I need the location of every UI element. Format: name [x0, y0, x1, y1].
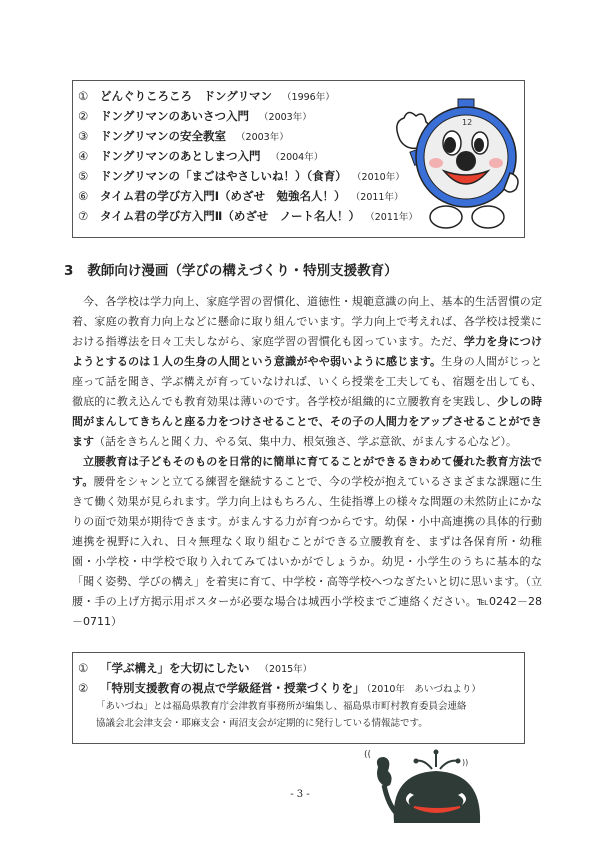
- item-number: ①: [78, 89, 89, 103]
- item-number: ③: [78, 129, 89, 143]
- bold-text-run: 学力を身につけようとするのは１人の生身の人間という意識がやや弱いように感じます。: [72, 335, 543, 368]
- text-run: 腰骨をシャンと立てる練習を継続することで、今の学校が抱えているさまざまな課題に生きて働く効果が見られます。学力向上はもちろん、生徒指導上の様々な問題の未然防止にかなりの面で効果が期待できます。がまんする力が育つからです。幼保・小中高連携の具体的行動連携を視野に入れ、日々無理なく取り組むことができる立腰教育を、まずは各保育所・幼稚園・小学校・中学校で取り入れてみてはいかがでしょうか。幼児・小学生のうちに基本的な「聞く姿勢、学びの構え」を着実に育て、中学校・高等学校へつなぎたいと切に思います。（立腰・手の上げ方掲示用ポスターが必要な場合は城西小学校までご連絡ください。℡0242－28－0711）: [72, 475, 542, 628]
- section-title: 教師向け漫画（学びの構えづくり・特別支援教育）: [87, 263, 398, 279]
- item-title: 「学ぶ構え」を大切にしたい: [100, 661, 250, 675]
- list-item: [78, 126, 418, 146]
- item-title: ドングリマンの安全教室: [100, 129, 227, 143]
- item-title: ドングリマンの「まごはやさしいね！）（食育）: [100, 169, 347, 183]
- right-cheek: [489, 158, 503, 168]
- text-run: 生身の人間がじっと座って話を聞き、学ぶ構えが育っていなければ、いくら授業を工夫しても、宿題を出しても、徹底的に教え込んでも教育効果は薄いのです。各学校が組織的に立腰教育を実践し、: [72, 355, 542, 408]
- item-number: ⑤: [78, 169, 89, 183]
- item-number: ①: [78, 661, 89, 675]
- black-blob-mascot-illustration: [362, 745, 497, 830]
- list-item: [78, 166, 418, 186]
- item-title: 「特別支援教育の視点で学級経営・授業づくりを」: [100, 681, 365, 695]
- list-item: [78, 106, 418, 126]
- teacher-manga-list: [78, 658, 481, 732]
- antenna-icon: [414, 750, 469, 770]
- paragraph-1: [72, 292, 542, 452]
- item-number: ②: [78, 681, 89, 695]
- item-title: どんぐりころころ ドングリマン: [100, 89, 273, 103]
- bold-text-run: 立腰教育は子どもそのものを日常的に簡単に育てることができるきわめて優れた教育方法です。: [72, 455, 542, 488]
- list-item: [78, 206, 418, 226]
- item-year: （2011年）: [370, 212, 418, 223]
- bold-text-run: 少しの時間がまんしてきちんと座る力をつけさせることで、その子の人間力をアップさせることができます: [72, 395, 542, 448]
- text-run: （話をきちんと聞く力、やる気、集中力、根気強さ、学ぶ意欲、がまんする心など）。: [94, 435, 518, 448]
- item-title: タイム君の学び方入門Ⅰ（めざせ 勉強名人！）: [100, 189, 346, 203]
- item-year: （2015年）: [259, 664, 313, 675]
- svg-text:)): )): [462, 758, 469, 767]
- item-title: タイム君の学び方入門Ⅱ（めざせ ノート名人！）: [100, 209, 360, 223]
- left-cheek: [429, 158, 443, 168]
- item-year: （2003年）: [236, 132, 289, 143]
- item-year: （1996年）: [282, 92, 335, 103]
- note-line: 「あいづね」とは福島県教育庁会津教育事務所が編集し、福島県市町村教育委員会連絡: [96, 701, 467, 712]
- list-item: [78, 186, 418, 206]
- list-item: [78, 86, 418, 106]
- item-year: （2011年）: [355, 192, 404, 203]
- item-year: （2010年）: [356, 172, 405, 183]
- section-number: 3: [64, 263, 74, 279]
- manga-list: [78, 86, 418, 226]
- clock-twelve-label: 12: [462, 118, 473, 127]
- note-line: 協議会北会津支会・耶麻支会・両沼支会が定期的に発行している情報誌です。: [96, 718, 428, 729]
- nose-icon: [456, 151, 476, 171]
- text-run: 今、各学校は学力向上、家庭学習の習慣化、道徳性・規範意識の向上、基本的生活習慣の定着、家庭の教育力向上などに懸命に取り組んでいます。学力向上で考えれば、各学校は授業における指導法を日々工夫しながら、家庭学習の習慣化も図っています。ただ、: [72, 295, 542, 348]
- motion-lines: ((: [364, 750, 372, 760]
- item-number: ④: [78, 149, 89, 163]
- section-heading: [64, 259, 398, 279]
- clock-mascot-illustration: [390, 95, 525, 235]
- item-number: ②: [78, 109, 89, 123]
- list-item: [78, 678, 481, 698]
- body-text: [72, 292, 542, 632]
- list-item: [78, 146, 418, 166]
- list-item: [78, 658, 481, 678]
- item-year: （2010年 あいづねより）: [366, 684, 481, 695]
- paragraph-2: [72, 452, 542, 632]
- item-title: ドングリマンのあいさつ入門: [100, 109, 250, 123]
- feet-icon: [430, 206, 504, 228]
- item-number: ⑥: [78, 189, 89, 203]
- thumbs-up-hand-icon: [377, 757, 392, 787]
- item-year: （2003年）: [259, 112, 312, 123]
- item-title: ドングリマンのあとしまつ入門: [100, 149, 261, 163]
- page-number: - 3 -: [290, 789, 310, 800]
- item-number: ⑦: [78, 209, 89, 223]
- item-year: （2004年）: [270, 152, 324, 163]
